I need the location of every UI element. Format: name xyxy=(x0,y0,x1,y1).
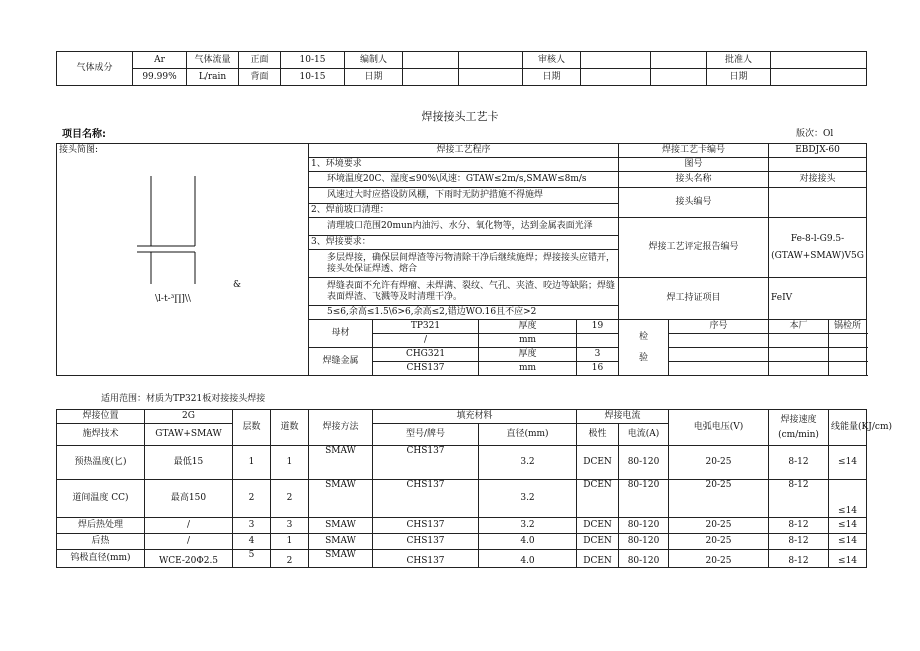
env-title: 1、环境要求 xyxy=(309,158,619,172)
req-surface: 焊缝表面不允许有焊瘤、未焊满、裂纹、气孔、夹渣、咬边等缺陷；焊缝表面焊渣、飞溅等及时清理干净。 xyxy=(309,278,619,306)
row-speed: 8-12 xyxy=(769,550,829,568)
row-polarity: DCEN xyxy=(577,534,619,550)
env-requirement-1: 环境温度20C、湿度≤90%\风速：GTAW≤2m/s,SMAW≤8m/s xyxy=(309,172,619,188)
table-row xyxy=(57,550,867,568)
technique-label: 施焊技术 xyxy=(57,424,145,446)
technique-value: GTAW+SMAW xyxy=(145,424,233,446)
front-label: 正面 xyxy=(239,52,281,69)
row-speed: 8-12 xyxy=(769,534,829,550)
base-thickness: 19 xyxy=(577,320,619,334)
inspection-label xyxy=(619,320,669,376)
filler-metal-1: CHG321 xyxy=(373,348,479,362)
layers-header: 层数 xyxy=(233,410,271,446)
sketch-code: \l-t-³∏]\\ xyxy=(155,294,191,304)
sketch-label: 接头简图: xyxy=(59,145,99,155)
date-value xyxy=(581,69,651,86)
req-multilayer: 多层焊接，确保层间焊渣等污物清除干净后继续施焊；焊接接头应错开，接头处保证焊透、熔合 xyxy=(309,250,619,278)
row-pass: 3 xyxy=(271,518,309,534)
date-label: 日期 xyxy=(707,69,771,86)
inspection-factory-1 xyxy=(769,334,829,348)
row-voltage: 20-25 xyxy=(669,518,769,534)
table-row xyxy=(57,446,867,480)
inspection-seq-3 xyxy=(669,362,769,376)
row-pass: 2 xyxy=(271,550,309,568)
joint-no-label: 接头编号 xyxy=(619,188,769,218)
thickness-label: 厚度 xyxy=(479,348,577,362)
row-diameter: 4.0 xyxy=(479,550,577,568)
cert-label: 焊工持证项目 xyxy=(619,278,769,320)
inspection-label-2: 验 xyxy=(639,352,649,363)
row-layer: 3 xyxy=(233,518,271,534)
date-label: 日期 xyxy=(345,69,403,86)
row-method: SMAW xyxy=(309,534,373,550)
date-value xyxy=(771,69,867,86)
joint-sketch xyxy=(117,174,217,314)
row-value: 最高150 xyxy=(145,480,233,518)
reviewed-value xyxy=(581,52,651,69)
row-heat: ≤14 xyxy=(829,550,867,568)
row-layer: 2 xyxy=(233,480,271,518)
date-label: 日期 xyxy=(523,69,581,86)
front-value: 10-15 xyxy=(281,52,345,69)
row-model: CHS137 xyxy=(373,446,479,480)
weld-parameters-table xyxy=(56,409,892,568)
req-title: 3、焊接要求： xyxy=(309,236,619,250)
row-label: 焊后热处理 xyxy=(57,518,145,534)
gas-purity: 99.99% xyxy=(133,69,187,86)
flow-label: 气体流量 xyxy=(187,52,239,69)
row-current: 80-120 xyxy=(619,446,669,480)
table-row xyxy=(57,518,867,534)
row-voltage: 20-25 xyxy=(669,550,769,568)
pqr-label: 焊接工艺评定报告编号 xyxy=(619,218,769,278)
filler-metal-label: 焊缝金属 xyxy=(309,348,373,376)
gas-label: 气体成分 xyxy=(57,52,133,86)
polarity-header: 极性 xyxy=(577,424,619,446)
row-pass: 2 xyxy=(271,480,309,518)
row-voltage: 20-25 xyxy=(669,446,769,480)
position-label: 焊接位置 xyxy=(57,410,145,424)
thickness-unit: mm xyxy=(479,362,577,376)
pqr-value-2: (GTAW+SMAW)V5G xyxy=(771,250,864,261)
version-label: 版次：Ol xyxy=(796,129,834,139)
row-label: 道间温度 CC) xyxy=(57,480,145,518)
row-current: 80-120 xyxy=(619,550,669,568)
row-polarity: DCEN xyxy=(577,480,619,518)
row-polarity: DCEN xyxy=(577,446,619,480)
base-metal-slash: / xyxy=(373,334,479,348)
joint-sketch-cell xyxy=(57,144,309,404)
req-reinforcement: 5≤6,余高≤1.5\6>6,余高≤2,错边WO.16且不应>2 xyxy=(309,306,619,320)
row-value: / xyxy=(145,534,233,550)
inspection-boiler: 锅检所 xyxy=(829,320,867,334)
base-thickness-2 xyxy=(577,334,619,348)
row-speed: 8-12 xyxy=(769,480,829,518)
inspection-factory-2 xyxy=(769,348,829,362)
joint-name-value: 对接接头 xyxy=(769,172,867,188)
row-model: CHS137 xyxy=(373,518,479,534)
row-polarity: DCEN xyxy=(577,550,619,568)
scope-text: 适用范围：材质为TP321板对接接头焊接 xyxy=(101,394,266,404)
row-heat: ≤14 xyxy=(829,534,867,550)
base-metal-value: TP321 xyxy=(373,320,479,334)
drawing-no-value xyxy=(769,158,867,172)
row-voltage: 20-25 xyxy=(669,534,769,550)
filler-thickness-1: 3 xyxy=(577,348,619,362)
speed-header-2: (cm/min) xyxy=(778,429,819,440)
row-value: WCE-20Φ2.5 xyxy=(145,550,233,568)
row-value: 最低15 xyxy=(145,446,233,480)
row-method: SMAW xyxy=(309,550,373,568)
model-header: 型号/牌号 xyxy=(373,424,479,446)
row-method: SMAW xyxy=(309,480,373,518)
reviewed-label: 审核人 xyxy=(523,52,581,69)
filler-header: 填充材料 xyxy=(373,410,577,424)
joint-name-label: 接头名称 xyxy=(619,172,769,188)
row-current: 80-120 xyxy=(619,518,669,534)
spacer xyxy=(459,69,523,86)
row-diameter: 3.2 xyxy=(479,480,577,518)
inspection-factory: 本厂 xyxy=(769,320,829,334)
spacer xyxy=(651,69,707,86)
table-row xyxy=(57,534,867,550)
filler-thickness-2: 16 xyxy=(577,362,619,376)
diameter-header: 直径(mm) xyxy=(479,424,577,446)
spacer xyxy=(459,52,523,69)
back-value: 10-15 xyxy=(281,69,345,86)
inspection-boiler-3 xyxy=(829,362,867,376)
back-label: 背面 xyxy=(239,69,281,86)
row-layer: 1 xyxy=(233,446,271,480)
inspection-boiler-1 xyxy=(829,334,867,348)
procedure-header: 焊接工艺程序 xyxy=(309,144,619,158)
prepared-value xyxy=(403,52,459,69)
row-heat: ≤14 xyxy=(829,480,867,518)
row-pass: 1 xyxy=(271,534,309,550)
table-row xyxy=(57,480,867,518)
inspection-label-1: 检 xyxy=(639,331,649,342)
inspection-boiler-2 xyxy=(829,348,867,362)
row-speed: 8-12 xyxy=(769,446,829,480)
row-method: SMAW xyxy=(309,518,373,534)
speed-header-1: 焊接速度 xyxy=(780,414,817,425)
row-polarity: DCEN xyxy=(577,518,619,534)
row-value: / xyxy=(145,518,233,534)
passes-header: 道数 xyxy=(271,410,309,446)
row-diameter: 3.2 xyxy=(479,518,577,534)
joint-sketch-lines xyxy=(137,176,195,284)
heat-header: 线能量(KJ/cm) xyxy=(829,410,867,446)
date-value xyxy=(403,69,459,86)
pqr-value-1: Fe-8-l-G9.5- xyxy=(790,233,845,244)
inspection-seq-2 xyxy=(669,348,769,362)
base-metal-label: 母材 xyxy=(309,320,373,348)
weld-procedure-table xyxy=(56,143,867,404)
prep-requirement: 清理坡口范围20mun内油污、水分、氧化物等，达到金属表面光泽 xyxy=(309,218,619,236)
row-speed: 8-12 xyxy=(769,518,829,534)
gas-ar: Ar xyxy=(133,52,187,69)
inspection-factory-3 xyxy=(769,362,829,376)
card-no-label: 焊接工艺卡编号 xyxy=(619,144,769,158)
flow-unit: L/rain xyxy=(187,69,239,86)
row-layer: 4 xyxy=(233,534,271,550)
prepared-label: 编制人 xyxy=(345,52,403,69)
current-group-header: 焊接电流 xyxy=(577,410,669,424)
speed-header xyxy=(769,410,829,446)
row-current: 80-120 xyxy=(619,480,669,518)
approved-label: 批准人 xyxy=(707,52,771,69)
approved-value xyxy=(771,52,867,69)
method-header: 焊接方法 xyxy=(309,410,373,446)
env-requirement-2: 风速过大时应搭设防风棚，下雨时无防护措施不得施焊 xyxy=(309,188,619,204)
inspection-seq: 序号 xyxy=(669,320,769,334)
spacer xyxy=(651,52,707,69)
filler-metal-2: CHS137 xyxy=(373,362,479,376)
row-model: CHS137 xyxy=(373,550,479,568)
thickness-unit: mm xyxy=(479,334,577,348)
project-name-label: 项目名称: xyxy=(62,129,106,140)
prep-title: 2、焊前坡口清理： xyxy=(309,204,619,218)
row-layer: 5 xyxy=(233,550,271,568)
voltage-header: 电弧电压(V) xyxy=(669,410,769,446)
row-model: CHS137 xyxy=(373,480,479,518)
signature-table xyxy=(56,51,867,86)
row-label: 后热 xyxy=(57,534,145,550)
drawing-no-label: 图号 xyxy=(619,158,769,172)
inspection-seq-1 xyxy=(669,334,769,348)
row-diameter: 3.2 xyxy=(479,446,577,480)
row-diameter: 4.0 xyxy=(479,534,577,550)
current-header: 电流(A) xyxy=(619,424,669,446)
pqr-value xyxy=(769,218,867,278)
sketch-amp: & xyxy=(233,280,242,290)
row-heat: ≤14 xyxy=(829,446,867,480)
row-model: CHS137 xyxy=(373,534,479,550)
thickness-label: 厚度 xyxy=(479,320,577,334)
cert-value: FeIV xyxy=(769,278,867,320)
joint-no-value xyxy=(769,188,867,218)
row-heat: ≤14 xyxy=(829,518,867,534)
row-label: 钨极直径(mm) xyxy=(57,550,145,568)
row-method: SMAW xyxy=(309,446,373,480)
row-label: 预热温度(匕) xyxy=(57,446,145,480)
row-current: 80-120 xyxy=(619,534,669,550)
card-no-value: EBDJX-60 xyxy=(769,144,867,158)
page-title: 焊接接头工艺卡 xyxy=(421,110,499,123)
row-voltage: 20-25 xyxy=(669,480,769,518)
position-value: 2G xyxy=(145,410,233,424)
row-pass: 1 xyxy=(271,446,309,480)
